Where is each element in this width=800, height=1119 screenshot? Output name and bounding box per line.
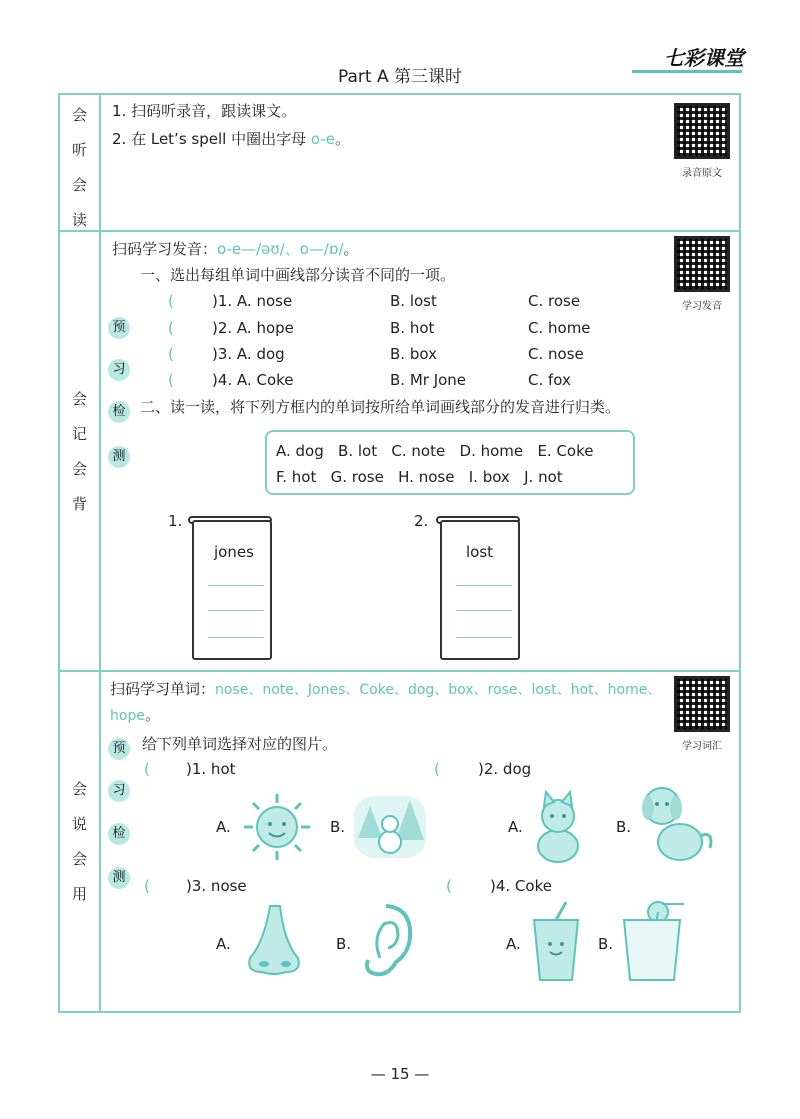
category-number: 1.: [168, 512, 183, 530]
notebook-card: [440, 520, 520, 660]
option-b: B. box: [390, 345, 437, 363]
scan-vocabulary-cont: hope。: [110, 706, 160, 724]
answer-blank[interactable]: (: [446, 877, 452, 895]
picture-instruction: 给下列单词选择对应的图片。: [142, 735, 338, 753]
option-c: C. fox: [528, 371, 571, 389]
qr-code-icon[interactable]: [674, 103, 730, 159]
category-number: 2.: [414, 512, 429, 530]
pill-label: 预: [108, 738, 130, 760]
option-b: B. hot: [390, 319, 435, 337]
answer-line[interactable]: [456, 610, 512, 611]
scan-vocabulary: 扫码学习单词：nose、note、Jones、Coke、dog、box、rose、lost、hot、home、: [110, 680, 662, 698]
qr-code-icon[interactable]: [674, 676, 730, 732]
instruction-1: 1. 扫码听录音，跟读课文。: [112, 102, 297, 120]
scan-pronunciation: 扫码学习发音：o-e—/əʊ/、o—/ɒ/。: [112, 240, 359, 258]
qr-caption: 学习词汇: [682, 741, 722, 752]
option-a-label: A.: [216, 818, 231, 836]
section1-side-label: 会 听 会 读: [71, 106, 87, 229]
category-word: jones: [214, 543, 254, 561]
question-1: )1. A. nose: [212, 292, 293, 310]
option-b: B. Mr Jone: [390, 371, 467, 389]
pill-label: 预: [108, 317, 130, 339]
instruction-2: 2. 在 Let’s spell 中圈出字母 o-e。: [112, 130, 350, 148]
qr-caption: 学习发音: [682, 301, 722, 312]
qr-caption: 录音原文: [682, 168, 722, 179]
option-b-label: B.: [330, 818, 346, 836]
answer-blank[interactable]: (: [168, 292, 174, 310]
sun-icon[interactable]: [240, 792, 314, 866]
page-number: — 15 —: [370, 1065, 430, 1083]
picture-question-1: )1. hot: [186, 760, 236, 778]
nose-icon[interactable]: [240, 902, 310, 982]
section-divider: [58, 230, 741, 232]
question-2: )2. A. hope: [212, 319, 294, 337]
section-divider: [58, 670, 741, 672]
brand-logo: 七彩课堂: [664, 46, 744, 70]
option-b-label: B.: [616, 818, 632, 836]
answer-blank[interactable]: (: [144, 877, 150, 895]
option-c: C. rose: [528, 292, 581, 310]
ear-icon[interactable]: [358, 902, 414, 984]
part2-instruction: 二、读一读，将下列方框内的单词按所给单词画线部分的发音进行归类。: [140, 398, 621, 416]
answer-blank[interactable]: (: [144, 760, 150, 778]
qr-code-icon[interactable]: [674, 236, 730, 292]
picture-question-2: )2. dog: [478, 760, 532, 778]
word-box-row: A. dog B. lot C. note D. home E. Coke: [276, 442, 594, 460]
option-b-label: B.: [598, 935, 614, 953]
snow-scene-icon[interactable]: [352, 792, 428, 866]
juice-glass-icon[interactable]: [618, 898, 688, 988]
answer-blank[interactable]: (: [168, 345, 174, 363]
cat-icon[interactable]: [530, 790, 586, 868]
brand-underline: [632, 70, 742, 73]
picture-question-4: )4. Coke: [490, 877, 552, 895]
option-a-label: A.: [506, 935, 521, 953]
pill-label: 检: [108, 401, 130, 423]
page-title: Part A 第三课时: [338, 67, 462, 87]
answer-line[interactable]: [208, 585, 264, 586]
option-a-label: A.: [508, 818, 523, 836]
pill-label: 测: [108, 446, 130, 468]
answer-line[interactable]: [456, 637, 512, 638]
answer-line[interactable]: [456, 585, 512, 586]
answer-blank[interactable]: (: [168, 319, 174, 337]
section2-side-label: 会 记 会 背: [71, 390, 87, 513]
pill-label: 习: [108, 359, 130, 381]
question-4: )4. A. Coke: [212, 371, 294, 389]
pill-label: 习: [108, 780, 130, 802]
answer-line[interactable]: [208, 637, 264, 638]
question-3: )3. A. dog: [212, 345, 285, 363]
pill-label: 测: [108, 867, 130, 889]
part1-instruction: 一、选出每组单词中画线部分读音不同的一项。: [140, 266, 456, 284]
option-a-label: A.: [216, 935, 231, 953]
option-c: C. home: [528, 319, 591, 337]
answer-blank[interactable]: (: [434, 760, 440, 778]
notebook-card: [192, 520, 272, 660]
option-b-label: B.: [336, 935, 352, 953]
category-word: lost: [466, 543, 494, 561]
word-box-row: F. hot G. rose H. nose I. box J. not: [276, 468, 563, 486]
section3-side-label: 会 说 会 用: [71, 780, 87, 903]
dog-icon[interactable]: [638, 780, 718, 874]
picture-question-3: )3. nose: [186, 877, 247, 895]
option-c: C. nose: [528, 345, 584, 363]
answer-line[interactable]: [208, 610, 264, 611]
option-b: B. lost: [390, 292, 437, 310]
pill-label: 检: [108, 823, 130, 845]
cola-cup-icon[interactable]: [526, 900, 586, 988]
answer-blank[interactable]: (: [168, 371, 174, 389]
